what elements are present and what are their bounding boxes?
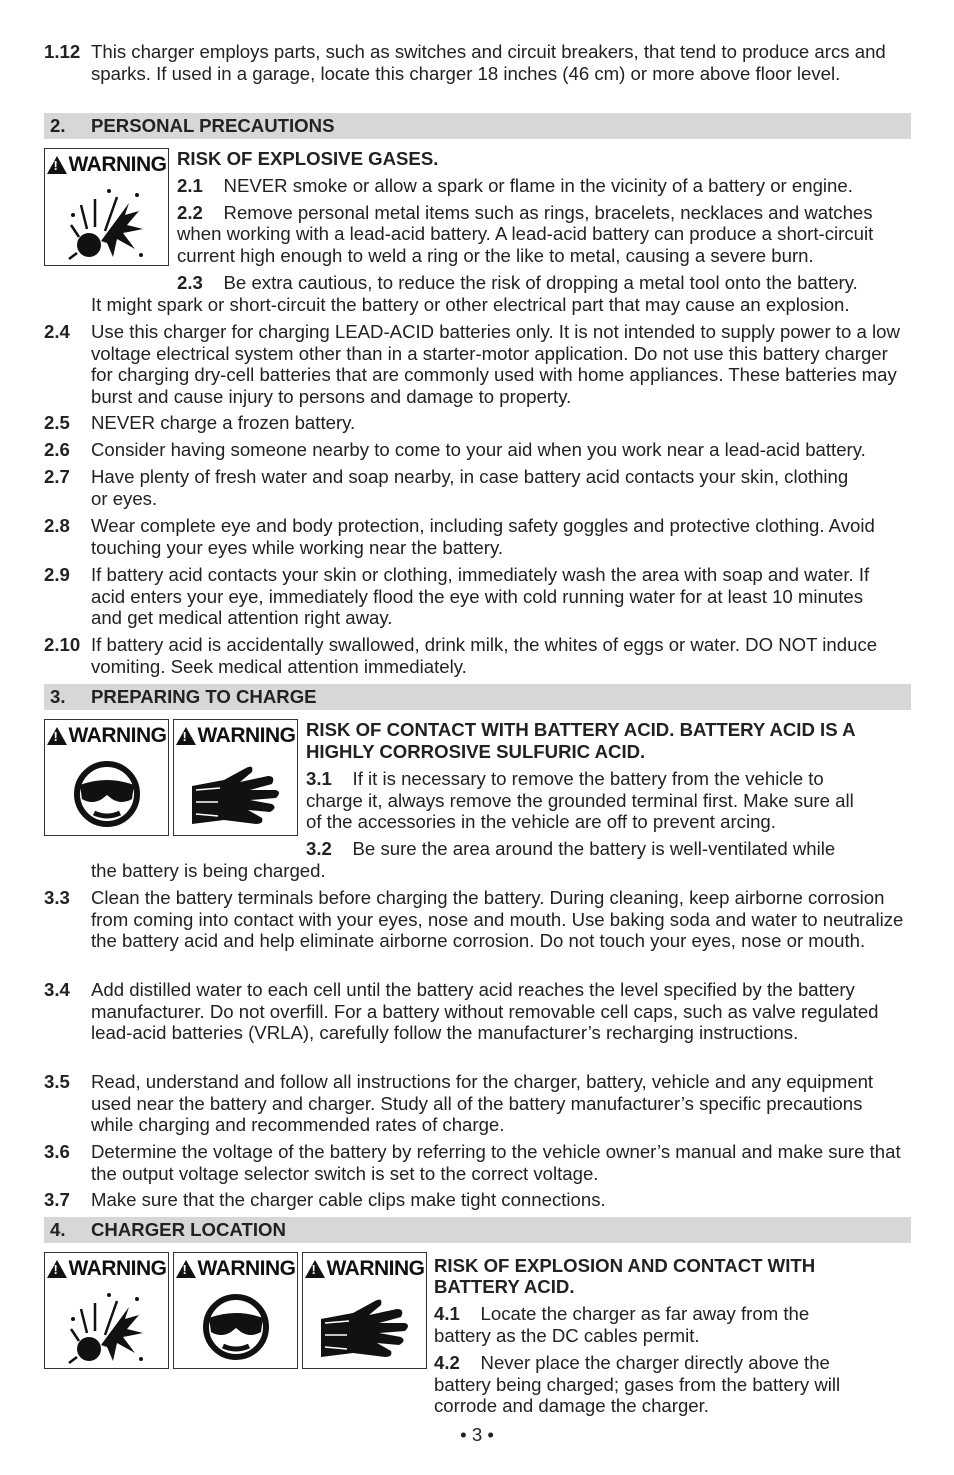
warning-triangle-icon: ! xyxy=(176,727,196,745)
item-text: current high enough to weld a ring or the like to metal, causing a severe burn. xyxy=(177,245,814,266)
risk-heading: BATTERY ACID. xyxy=(434,1276,575,1297)
item-text: charge it, always remove the grounded terminal first. Make sure all xyxy=(306,790,854,811)
item-number: 4.1 xyxy=(434,1303,460,1324)
item-text: corrode and damage the charger. xyxy=(434,1395,709,1416)
item-number: 3.7 xyxy=(44,1189,70,1210)
section-title: PERSONAL PRECAUTIONS xyxy=(91,115,335,136)
item-number: 3.2 xyxy=(306,838,332,859)
item-text: If battery acid is accidentally swallowed, drink milk, the whites of eggs or water. DO NOT induce vomiting. Seek medical attention immediately. xyxy=(91,634,878,677)
item-number: 1.12 xyxy=(44,41,81,62)
item-text: Add distilled water to each cell until the battery acid reaches the level specified by the battery manufacturer. Do not overfill. For a battery without removable cell caps, such as valve regulated lead-acid batteries (VRLA), carefully follow the manufacturer’s recharging instructions. xyxy=(91,979,879,1044)
item-text: Use this charger for charging LEAD-ACID batteries only. It is not intended to supply power to a low voltage electrical system other than in a starter-motor application. Do not use this battery charger for charging dry-cell batteries that are commonly used with home appliances. These batteries may burst and cause injury to persons and damage to property. xyxy=(91,321,900,407)
item-text: battery being charged; gases from the battery will xyxy=(434,1374,841,1395)
warning-box-explosion xyxy=(44,148,169,266)
risk-heading: RISK OF CONTACT WITH BATTERY ACID. BATTERY ACID IS A xyxy=(306,719,856,740)
item-number: 2.4 xyxy=(44,321,70,342)
item-text: the battery is being charged. xyxy=(91,860,326,881)
warning-triangle-icon: ! xyxy=(47,727,67,745)
warning-triangle-icon: ! xyxy=(47,1260,67,1278)
item-text: Read, understand and follow all instructions for the charger, battery, vehicle and any equipment used near the battery and charger. Study all of the battery manufacturer’s specific precautions while charging and recommended rates of charge. xyxy=(91,1071,874,1136)
glove-icon xyxy=(174,752,297,835)
warning-label: ! WARNING xyxy=(45,724,168,748)
warning-label: ! WARNING xyxy=(174,724,297,748)
item-text: Be extra cautious, to reduce the risk of dropping a metal tool onto the battery. xyxy=(223,272,858,293)
section-header-2 xyxy=(44,113,911,139)
explosion-icon xyxy=(45,1285,168,1368)
explosion-icon xyxy=(45,181,168,265)
item-text: Clean the battery terminals before charging the battery. During cleaning, keep airborne corrosion from coming into contact with your eyes, nose and mouth. Use baking soda and water to neutralize the battery acid and help eliminate airborne corrosion. Do not touch your eyes, nose or mouth. xyxy=(91,887,904,952)
item-text: Determine the voltage of the battery by referring to the vehicle owner’s manual and make sure that the output voltage selector switch is set to the correct voltage. xyxy=(91,1141,901,1184)
item-number: 3.1 xyxy=(306,768,332,789)
item-number: 2.6 xyxy=(44,439,70,460)
item-number: 3.5 xyxy=(44,1071,70,1092)
warning-box-goggles xyxy=(173,1252,298,1369)
item-text: NEVER smoke or allow a spark or flame in the vicinity of a battery or engine. xyxy=(223,175,853,196)
section-number: 2. xyxy=(50,115,66,136)
item-text: Make sure that the charger cable clips make tight connections. xyxy=(91,1189,606,1210)
item-number: 2.1 xyxy=(177,175,203,196)
warning-label: ! WARNING xyxy=(174,1257,297,1281)
item-text: If it is necessary to remove the battery from the vehicle to xyxy=(352,768,824,789)
warning-box-explosion xyxy=(44,1252,169,1369)
item-text: It might spark or short-circuit the battery or other electrical part that may cause an explosion. xyxy=(91,294,850,315)
goggles-icon xyxy=(174,1285,297,1368)
section-number: 3. xyxy=(50,686,66,707)
warning-label: ! WARNING xyxy=(303,1257,426,1281)
warning-box-glove xyxy=(302,1252,427,1369)
section-title: PREPARING TO CHARGE xyxy=(91,686,317,707)
warning-box-goggles xyxy=(44,719,169,836)
item-number: 2.8 xyxy=(44,515,70,536)
warning-label: ! WARNING xyxy=(45,1257,168,1281)
item-number: 3.6 xyxy=(44,1141,70,1162)
item-text: Wear complete eye and body protection, including safety goggles and protective clothing. Avoid touching your eyes while working near the battery. xyxy=(91,515,875,558)
item-text: Remove personal metal items such as rings, bracelets, necklaces and watches xyxy=(223,202,873,223)
section-title: CHARGER LOCATION xyxy=(91,1219,286,1240)
warning-triangle-icon: ! xyxy=(47,156,67,174)
item-text: Be sure the area around the battery is well-ventilated while xyxy=(352,838,836,859)
item-text: Have plenty of fresh water and soap nearby, in case battery acid contacts your skin, clothing or eyes. xyxy=(91,466,849,509)
section-header-4 xyxy=(44,1217,911,1243)
item-number: 2.2 xyxy=(177,202,203,223)
section-header-3 xyxy=(44,684,911,710)
item-number: 2.3 xyxy=(177,272,203,293)
item-number: 2.10 xyxy=(44,634,81,655)
item-number: 2.5 xyxy=(44,412,70,433)
item-number: 3.3 xyxy=(44,887,70,908)
risk-heading: RISK OF EXPLOSIVE GASES. xyxy=(177,148,439,169)
item-text: Never place the charger directly above the xyxy=(480,1352,830,1373)
warning-label: ! WARNING xyxy=(45,153,168,177)
item-number: 2.7 xyxy=(44,466,70,487)
risk-heading: HIGHLY CORROSIVE SULFURIC ACID. xyxy=(306,741,646,762)
item-text: Consider having someone nearby to come to your aid when you work near a lead-acid battery. xyxy=(91,439,866,460)
item-text: of the accessories in the vehicle are off to prevent arcing. xyxy=(306,811,776,832)
item-text: battery as the DC cables permit. xyxy=(434,1325,700,1346)
warning-triangle-icon: ! xyxy=(305,1260,325,1278)
goggles-icon xyxy=(45,752,168,835)
risk-heading: RISK OF EXPLOSION AND CONTACT WITH xyxy=(434,1255,816,1276)
item-text: NEVER charge a frozen battery. xyxy=(91,412,356,433)
warning-triangle-icon: ! xyxy=(176,1260,196,1278)
item-text: If battery acid contacts your skin or clothing, immediately wash the area with soap and water. If acid enters your eye, immediately flood the eye with cold running water for at least 10 minutes and get medical attention right away. xyxy=(91,564,870,629)
item-number: 4.2 xyxy=(434,1352,460,1373)
item-text: This charger employs parts, such as switches and circuit breakers, that tend to produce arcs and sparks. If used in a garage, locate this charger 18 inches (46 cm) or more above floor level. xyxy=(91,41,886,84)
warning-box-glove xyxy=(173,719,298,836)
item-text: when working with a lead-acid battery. A lead-acid battery can produce a short-circuit xyxy=(177,223,874,244)
item-text: Locate the charger as far away from the xyxy=(480,1303,810,1324)
glove-icon xyxy=(303,1285,426,1368)
item-number: 3.4 xyxy=(44,979,70,1000)
item-number: 2.9 xyxy=(44,564,70,585)
section-number: 4. xyxy=(50,1219,66,1240)
page-number: • 3 • xyxy=(460,1424,494,1445)
